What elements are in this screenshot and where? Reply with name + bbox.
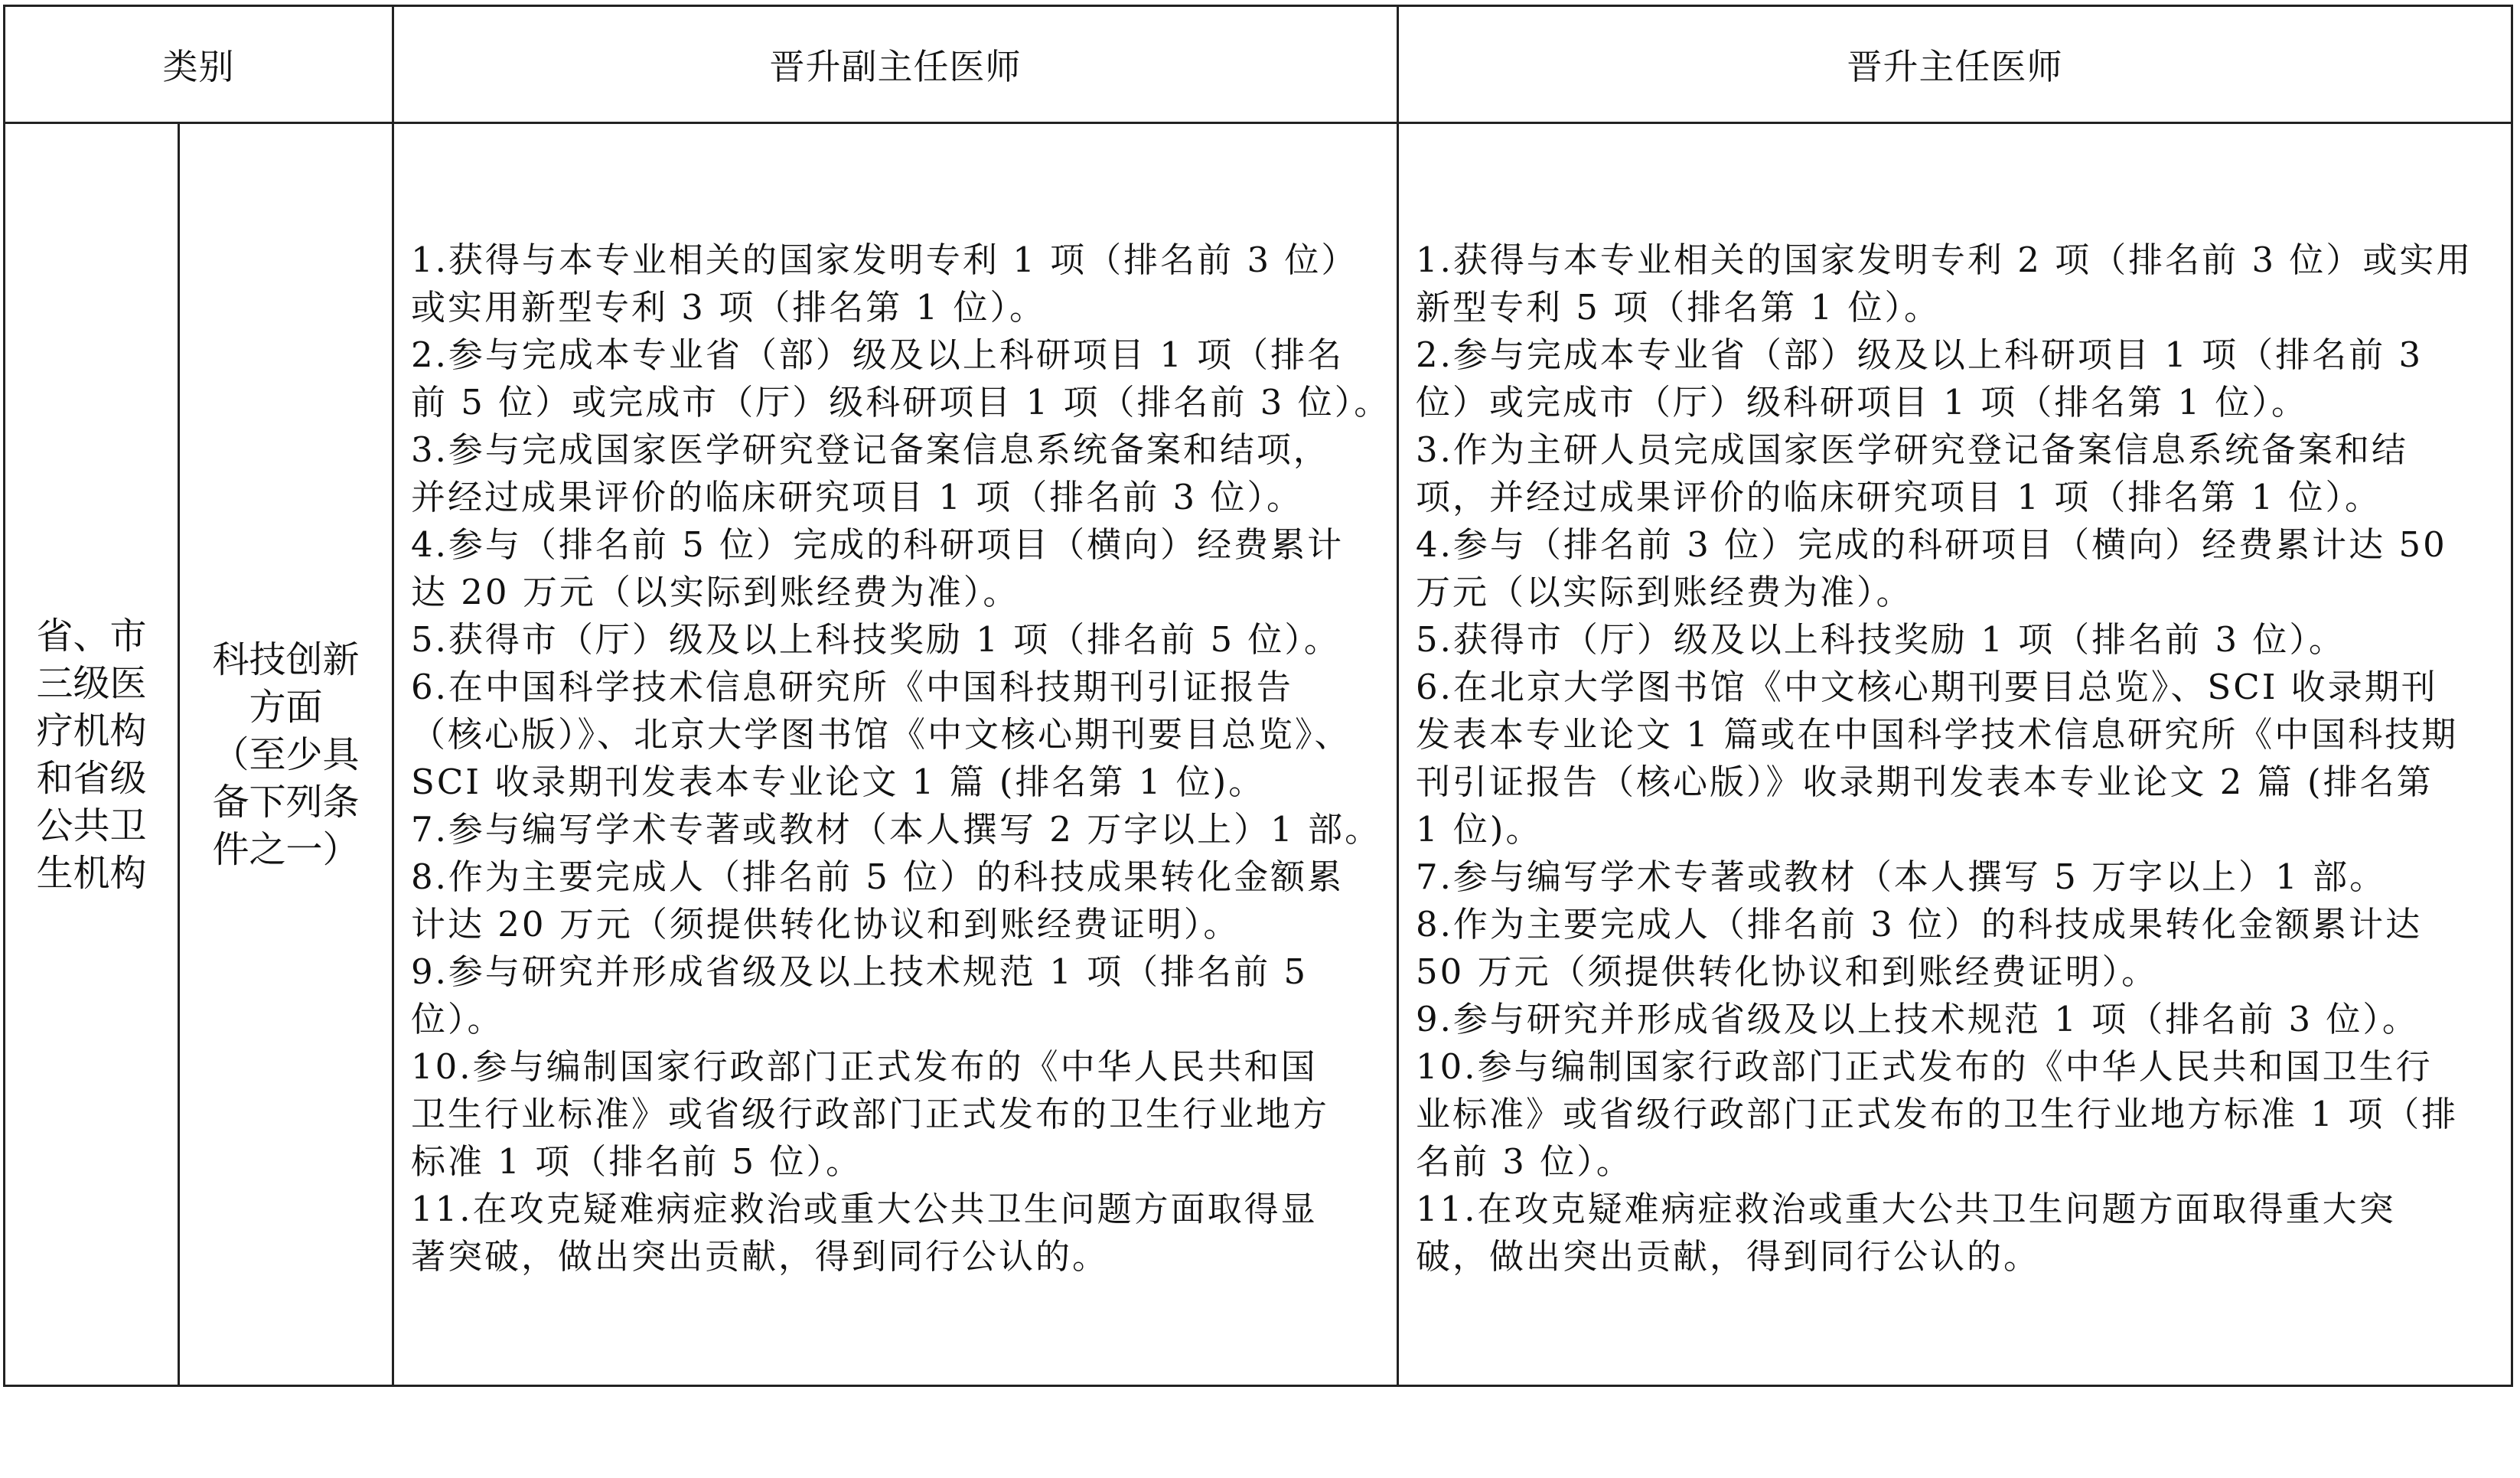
- institution-line: 三级医: [36, 661, 147, 705]
- chief-item-line: 业标准》或省级行政部门正式发布的卫生行业地方标准 1 项（排: [1416, 1094, 2459, 1134]
- deputy-item-line: 11.在攻克疑难病症救治或重大公共卫生问题方面取得显: [411, 1189, 1318, 1229]
- aspect-line: 方面: [249, 685, 323, 729]
- header-chief-physician: 晋升主任医师: [1847, 46, 2063, 87]
- institution-line: 疗机构: [36, 709, 147, 752]
- deputy-item-line: 5.获得市（厅）级及以上科技奖励 1 项（排名前 5 位）。: [411, 619, 1341, 660]
- chief-item-line: 刊引证报告（核心版）》收录期刊发表本专业论文 2 篇 (排名第: [1416, 762, 2434, 802]
- chief-requirements: [1416, 237, 2506, 1281]
- chief-item-line: 项，并经过成果评价的临床研究项目 1 项（排名第 1 位）。: [1416, 477, 2381, 517]
- deputy-item-line: 卫生行业标准》或省级行政部门正式发布的卫生行业地方: [411, 1094, 1330, 1134]
- deputy-item-line: 前 5 位）或完成市（厅）级科研项目 1 项（排名前 3 位）。: [411, 382, 1391, 423]
- criteria-table: [3, 5, 2513, 1387]
- deputy-requirements: [411, 237, 1394, 1281]
- deputy-item-line: 4.参与（排名前 5 位）完成的科研项目（横向）经费累计: [411, 524, 1345, 565]
- deputy-item-line: 9.参与研究并形成省级及以上技术规范 1 项（排名前 5: [411, 951, 1309, 992]
- chief-item-line: 5.获得市（厅）级及以上科技奖励 1 项（排名前 3 位）。: [1416, 619, 2346, 660]
- chief-item-line: 2.参与完成本专业省（部）级及以上科研项目 1 项（排名前 3: [1416, 334, 2424, 375]
- deputy-item-line: 10.参与编制国家行政部门正式发布的《中华人民共和国: [411, 1046, 1318, 1087]
- deputy-item-line: 标准 1 项（排名前 5 位）。: [411, 1141, 862, 1182]
- chief-item-line: 10.参与编制国家行政部门正式发布的《中华人民共和国卫生行: [1416, 1046, 2433, 1087]
- deputy-item-line: 6.在中国科学技术信息研究所《中国科技期刊引证报告: [411, 667, 1293, 707]
- institution-line: 省、市: [36, 614, 147, 657]
- institution-line: 公共卫: [36, 804, 147, 847]
- chief-item-line: 名前 3 位）。: [1416, 1141, 1633, 1182]
- header-deputy-chief-physician: 晋升副主任医师: [769, 46, 1022, 87]
- deputy-item-line: 8.作为主要完成人（排名前 5 位）的科技成果转化金额累: [411, 856, 1345, 897]
- deputy-item-line: （核心版）》、北京大学图书馆《中文核心期刊要目总览》、: [411, 714, 1351, 755]
- header-category: 类别: [162, 46, 235, 87]
- deputy-item-line: 达 20 万元（以实际到账经费为准）。: [411, 572, 1020, 612]
- chief-item-line: 1.获得与本专业相关的国家发明专利 2 项（排名前 3 位）或实用: [1416, 240, 2473, 280]
- chief-item-line: 9.参与研究并形成省级及以上技术规范 1 项（排名前 3 位）。: [1416, 999, 2419, 1039]
- deputy-item-line: SCI 收录期刊发表本专业论文 1 篇 (排名第 1 位)。: [411, 762, 1266, 802]
- deputy-item-line: 位）。: [411, 999, 504, 1039]
- institution-cell: [5, 124, 178, 1385]
- chief-item-line: 6.在北京大学图书馆《中文核心期刊要目总览》、SCI 收录期刊: [1416, 667, 2438, 707]
- chief-item-line: 4.参与（排名前 3 位）完成的科研项目（横向）经费累计达 50: [1416, 524, 2447, 565]
- chief-item-line: 11.在攻克疑难病症救治或重大公共卫生问题方面取得重大突: [1416, 1189, 2396, 1229]
- chief-item-line: 破，做出突出贡献，得到同行公认的。: [1416, 1236, 2041, 1277]
- middle-col-divider: [1397, 7, 1399, 1385]
- chief-item-line: 发表本专业论文 1 篇或在中国科学技术信息研究所《中国科技期: [1416, 714, 2459, 755]
- chief-item-line: 8.作为主要完成人（排名前 3 位）的科技成果转化金额累计达: [1416, 904, 2423, 945]
- aspect-line: 件之一）: [212, 827, 360, 871]
- deputy-item-line: 或实用新型专利 3 项（排名第 1 位）。: [411, 287, 1046, 328]
- chief-item-line: 位）或完成市（厅）级科研项目 1 项（排名第 1 位）。: [1416, 382, 2308, 423]
- aspect-cell: [180, 124, 392, 1385]
- aspect-line: （至少具: [212, 732, 360, 776]
- category-col-divider: [392, 7, 394, 1385]
- deputy-item-line: 著突破，做出突出贡献，得到同行公认的。: [411, 1236, 1110, 1277]
- aspect-line: 科技创新: [212, 638, 360, 681]
- chief-item-line: 1 位)。: [1416, 809, 1543, 850]
- deputy-item-line: 1.获得与本专业相关的国家发明专利 1 项（排名前 3 位）: [411, 240, 1358, 280]
- chief-item-line: 50 万元（须提供转化协议和到账经费证明）。: [1416, 951, 2159, 992]
- chief-item-line: 7.参与编写学术专著或教材（本人撰写 5 万字以上）1 部。: [1416, 856, 2387, 897]
- deputy-item-line: 计达 20 万元（须提供转化协议和到账经费证明）。: [411, 904, 1240, 945]
- chief-item-line: 3.作为主研人员完成国家医学研究登记备案信息系统备案和结: [1416, 429, 2408, 470]
- deputy-item-line: 7.参与编写学术专著或教材（本人撰写 2 万字以上）1 部。: [411, 809, 1382, 850]
- institution-line: 生机构: [36, 851, 147, 895]
- chief-item-line: 万元（以实际到账经费为准）。: [1416, 572, 1913, 612]
- deputy-item-line: 2.参与完成本专业省（部）级及以上科研项目 1 项（排名: [411, 334, 1345, 375]
- deputy-item-line: 3.参与完成国家医学研究登记备案信息系统备案和结项，: [411, 429, 1330, 470]
- chief-item-line: 新型专利 5 项（排名第 1 位）。: [1416, 287, 1941, 328]
- aspect-line: 备下列条: [212, 780, 360, 824]
- deputy-item-line: 并经过成果评价的临床研究项目 1 项（排名前 3 位）。: [411, 477, 1303, 517]
- institution-line: 和省级: [36, 756, 147, 800]
